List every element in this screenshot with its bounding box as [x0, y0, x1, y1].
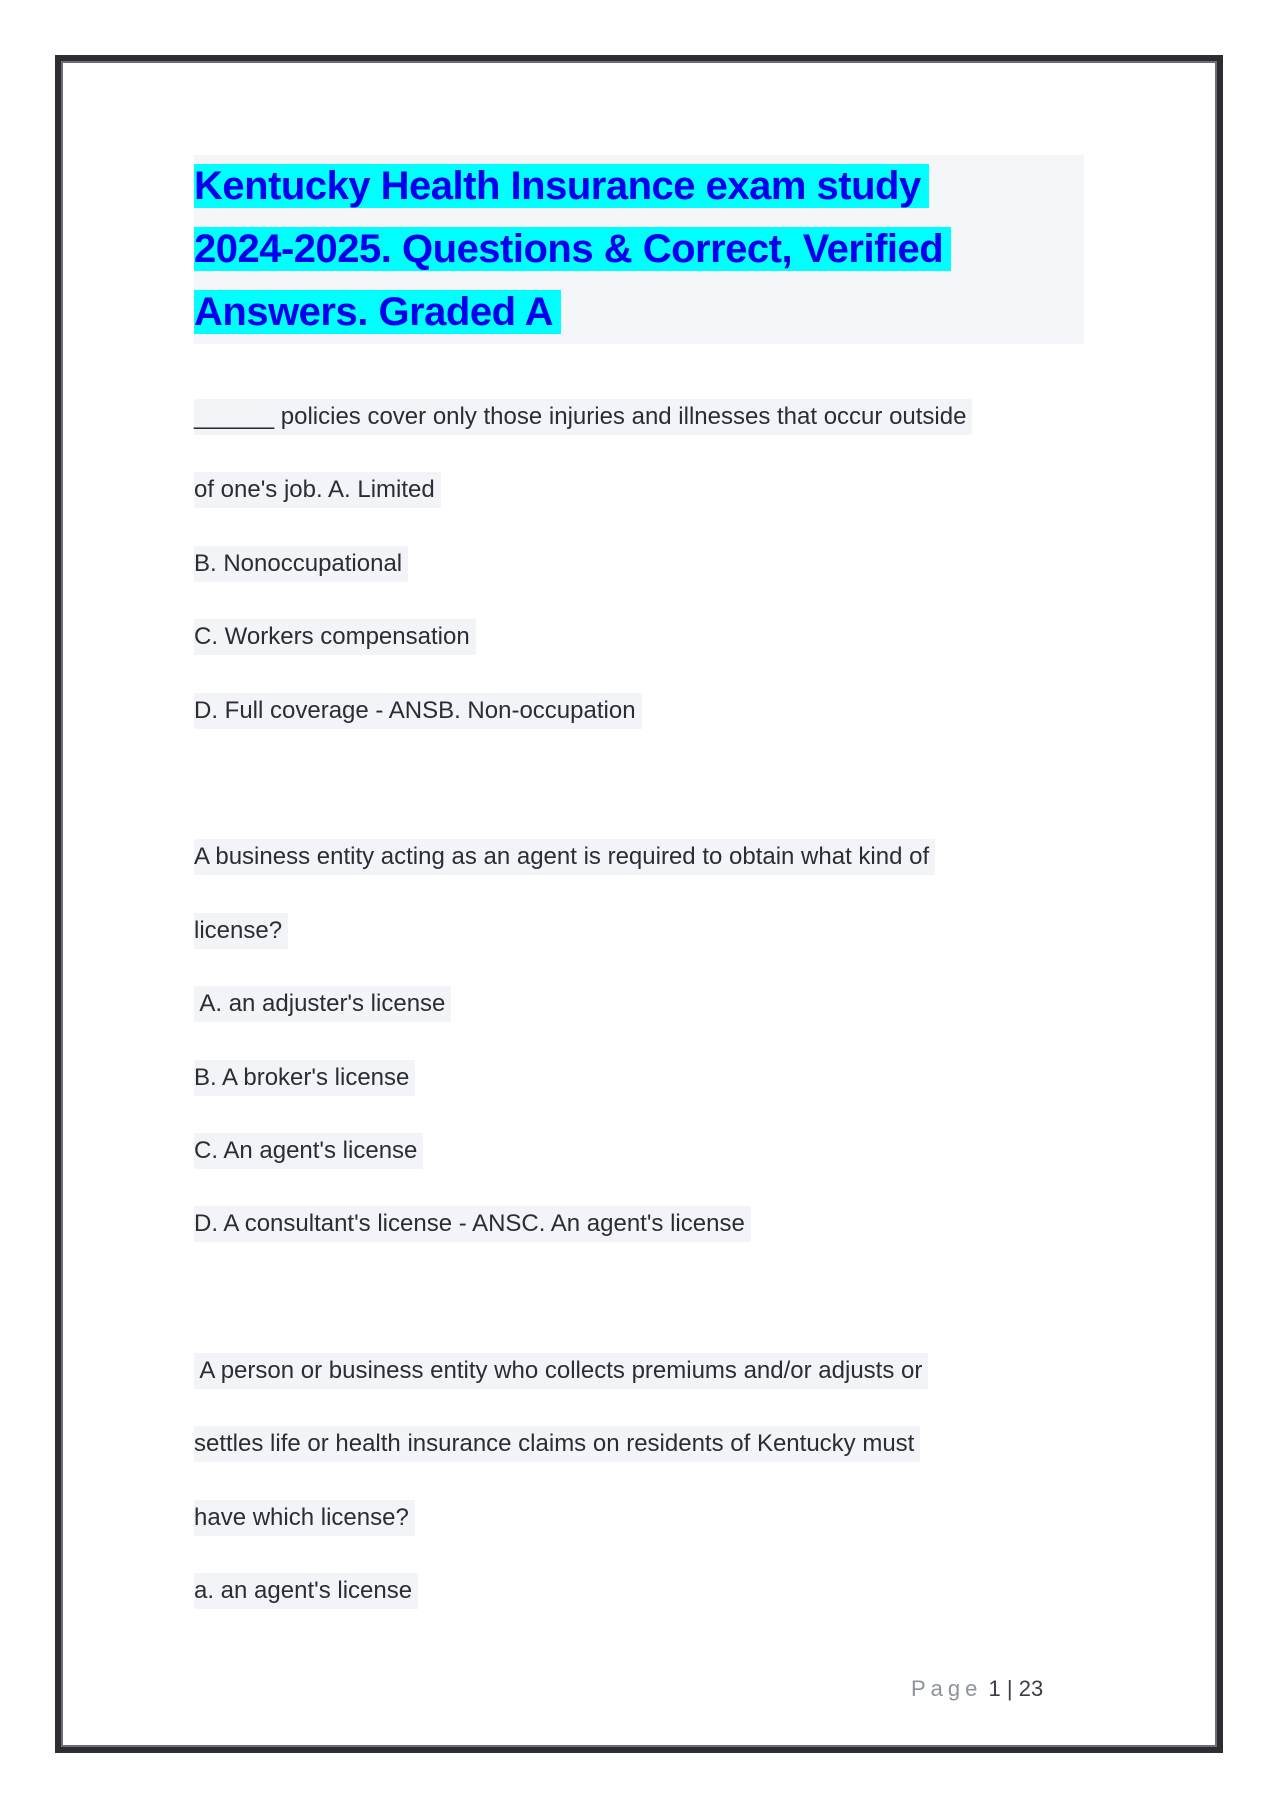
- page-footer: [911, 1676, 1043, 1702]
- answer-option: C. An agent's license: [194, 1133, 423, 1169]
- question-text: have which license?: [194, 1500, 415, 1536]
- answer-option: D. Full coverage - ANSB. Non-occupation: [194, 693, 642, 729]
- question-text: A person or business entity who collects premiums and/or adjusts or: [194, 1353, 928, 1389]
- title-line-2: 2024-2025. Questions & Correct, Verified: [194, 227, 951, 271]
- answer-option: D. A consultant's license - ANSC. An agent's license: [194, 1206, 751, 1242]
- question-text: of one's job. A. Limited: [194, 472, 441, 508]
- question-text: license?: [194, 913, 288, 949]
- question-3: [194, 1353, 1094, 1647]
- page-separator: |: [1006, 1676, 1013, 1701]
- answer-option: a. an agent's license: [194, 1573, 418, 1609]
- question-2: [194, 839, 1094, 1279]
- answer-option: C. Workers compensation: [194, 619, 476, 655]
- page-label: Page: [911, 1676, 983, 1701]
- total-pages: 23: [1018, 1676, 1044, 1701]
- document-body: [194, 399, 1094, 1647]
- answer-option: B. Nonoccupational: [194, 546, 408, 582]
- document-title: [194, 155, 1084, 344]
- page-number: 1: [988, 1676, 1001, 1701]
- question-text: A business entity acting as an agent is required to obtain what kind of: [194, 839, 935, 875]
- answer-option: A. an adjuster's license: [194, 986, 451, 1022]
- title-line-3: Answers. Graded A: [194, 290, 561, 334]
- question-text: settles life or health insurance claims on residents of Kentucky must: [194, 1426, 920, 1462]
- question-text: ______ policies cover only those injuries and illnesses that occur outside: [194, 399, 972, 435]
- question-1: [194, 399, 1094, 766]
- title-line-1: Kentucky Health Insurance exam study: [194, 164, 929, 208]
- answer-option: B. A broker's license: [194, 1060, 415, 1096]
